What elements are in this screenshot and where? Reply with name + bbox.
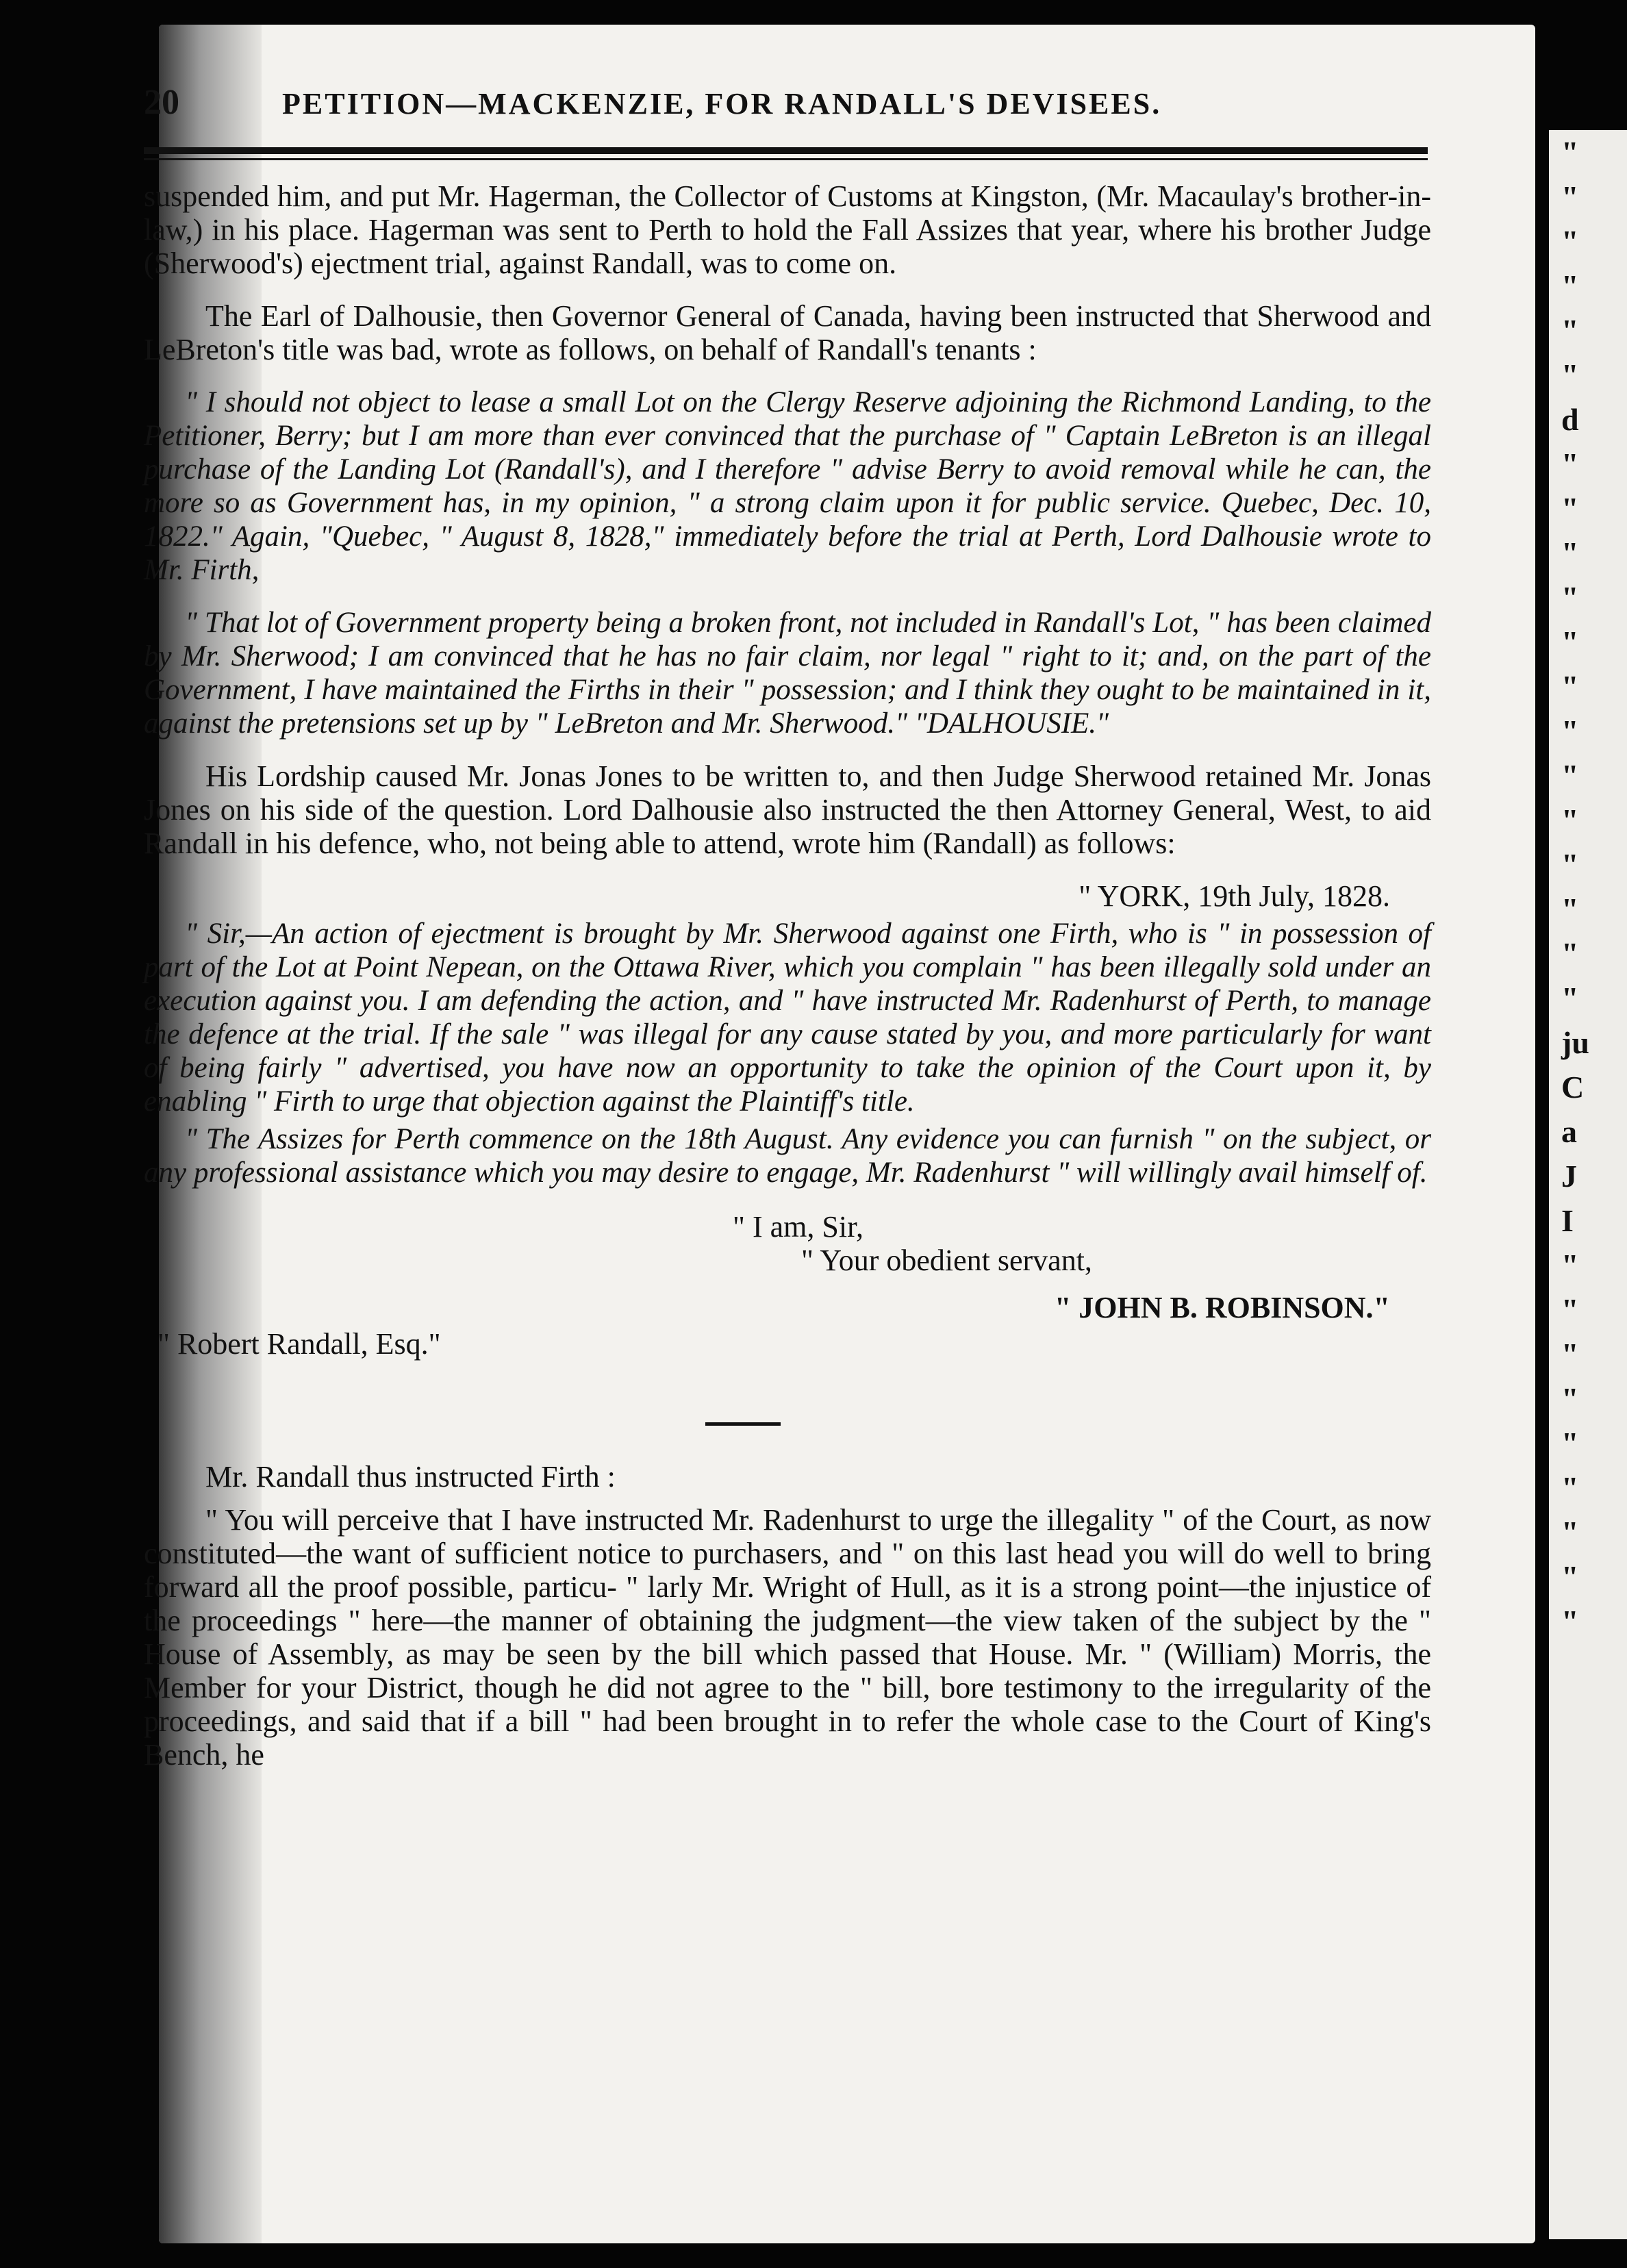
paragraph: The Earl of Dalhousie, then Governor General of Canada, having been instructed that Sherwood and LeBreton's title was bad, wrote as follows, on behalf of Randall's tenants :	[144, 299, 1431, 366]
quoted-letter: " I should not object to lease a small Lot on the Clergy Reserve adjoining the Richmond Landing, to the Petitioner, Berry; but I am more than ever convinced that the purchase of " Captain LeBreton is an illegal purchase of the Landing Lot (Randall's), and I therefore " advise Berry to avoid removal while he can, the more so as Government has, in my opinion, " a strong claim upon it for public service. Quebec, Dec. 10, 1822." Again, "Quebec, " August 8, 1828," immediately before the trial at Perth, Lord Dalhousie wrote to Mr. Firth,	[144, 386, 1431, 586]
facing-fragment: "	[1561, 1426, 1579, 1461]
quoted-letter: " You will perceive that I have instructed Mr. Radenhurst to urge the illegality " of the Court, as now constituted—the want of sufficient notice to purchasers, and " on this last head you will do well to bring forward all the proof possible, particu- " larly Mr. Wright of Hull, as it is a strong point—the injustice of the proceedings " here—the manner of obtaining the judgment—the view taken of the subject by the " House of Assembly, as may be seen by the bill which passed that House. Mr. " (William) Morris, the Member for your District, though he did not agree to the " bill, bore testimony to the irregularity of the proceedings, and said that if a bill " had been brought in to refer the whole case to the Court of King's Bench, he	[144, 1503, 1431, 1772]
facing-fragment: "	[1561, 491, 1579, 526]
running-head: PETITION—MACKENZIE, FOR RANDALL'S DEVISEES.	[282, 87, 1162, 121]
facing-fragment: "	[1561, 268, 1579, 303]
header-rule	[144, 147, 1428, 154]
facing-fragment: "	[1561, 313, 1579, 348]
facing-fragment: "	[1561, 536, 1579, 570]
facing-fragment: "	[1561, 892, 1579, 927]
page-content	[144, 82, 1431, 1772]
closing-line: " Your obedient servant,	[801, 1244, 1092, 1277]
facing-fragment: "	[1561, 1604, 1579, 1639]
facing-fragment: "	[1561, 803, 1579, 837]
facing-fragment: "	[1561, 179, 1579, 214]
quoted-letter: " That lot of Government property being a broken front, not included in Randall's Lot, " has been claimed by Mr. Sherwood; I am convinced that he has no fair claim, nor legal " right to it; and, on the part of the Government, I have maintained the Firths in their " possession; and I think they ought to be maintained in it, against the pretensions set up by " LeBreton and Mr. Sherwood." "DALHOUSIE."	[144, 607, 1431, 740]
facing-fragment: "	[1561, 135, 1579, 170]
paragraph: His Lordship caused Mr. Jonas Jones to be written to, and then Judge Sherwood retained Mr. Jonas Jones on his side of the question. Lord Dalhousie also instructed the then Attorney General, West, to aid Randall in his defence, who, not being able to attend, wrote him (Randall) as follows:	[144, 759, 1431, 860]
facing-fragment: "	[1561, 357, 1579, 392]
quoted-letter: " Sir,—An action of ejectment is brought by Mr. Sherwood against one Firth, who is " in possession of part of the Lot at Point Nepean, on the Ottawa River, which you complain " has been illegally sold under an execution against you. I am defending the action, and " have instructed Mr. Radenhurst of Perth, to manage the defence at the trial. If the sale " was illegal for any cause stated by you, and more particularly for want of being fairly " advertised, you have now an opportunity to take the opinion of the Court upon it, by enabling " Firth to urge that objection against the Plaintiff's title.	[144, 918, 1431, 1118]
addressee: " Robert Randall, Esq."	[157, 1327, 441, 1361]
facing-page-edge	[1549, 130, 1627, 2239]
facing-fragment: "	[1561, 625, 1579, 659]
facing-fragment: d	[1561, 402, 1579, 437]
facing-fragment: "	[1561, 1381, 1579, 1416]
facing-fragment: "	[1561, 446, 1579, 481]
quoted-letter: " The Assizes for Perth commence on the 18th August. Any evidence you can furnish " on the subject, or any professional assistance which you may desire to engage, Mr. Radenhurst " will willingly avail himself of.	[144, 1123, 1431, 1189]
facing-fragment: "	[1561, 714, 1579, 748]
facing-fragment: "	[1561, 1515, 1579, 1550]
facing-fragment: "	[1561, 936, 1579, 971]
facing-fragment: C	[1561, 1070, 1585, 1105]
facing-fragment: I	[1561, 1203, 1574, 1238]
facing-fragment: "	[1561, 1337, 1579, 1372]
facing-fragment: "	[1561, 669, 1579, 704]
letter-dateline: " YORK, 19th July, 1828.	[1079, 879, 1390, 913]
facing-fragment: "	[1561, 1292, 1579, 1327]
facing-fragment: "	[1561, 758, 1579, 793]
facing-fragment: "	[1561, 1559, 1579, 1594]
paragraph: Mr. Randall thus instructed Firth :	[205, 1460, 616, 1494]
section-divider	[705, 1422, 781, 1426]
facing-fragment: "	[1561, 580, 1579, 615]
page-number: 20	[144, 83, 179, 122]
facing-fragment: "	[1561, 1470, 1579, 1505]
facing-fragment: "	[1561, 1248, 1579, 1283]
facing-fragment: "	[1561, 224, 1579, 259]
facing-fragment: ju	[1561, 1025, 1589, 1060]
closing-line: " I am, Sir,	[733, 1210, 863, 1244]
signature: " JOHN B. ROBINSON."	[1054, 1291, 1390, 1324]
facing-fragment: a	[1561, 1114, 1577, 1149]
paragraph: suspended him, and put Mr. Hagerman, the Collector of Customs at Kingston, (Mr. Macaulay's brother-in-law,) in his place. Hagerman was sent to Perth to hold the Fall Assizes that year, where his brother Judge (Sherwood's) ejectment trial, against Randall, was to come on.	[144, 179, 1431, 280]
signature-block	[144, 1210, 1431, 1361]
facing-fragment: "	[1561, 847, 1579, 882]
facing-fragment: "	[1561, 981, 1579, 1016]
header-rule-thin	[144, 158, 1428, 160]
page-header	[144, 82, 1431, 123]
facing-fragment: J	[1561, 1159, 1577, 1194]
